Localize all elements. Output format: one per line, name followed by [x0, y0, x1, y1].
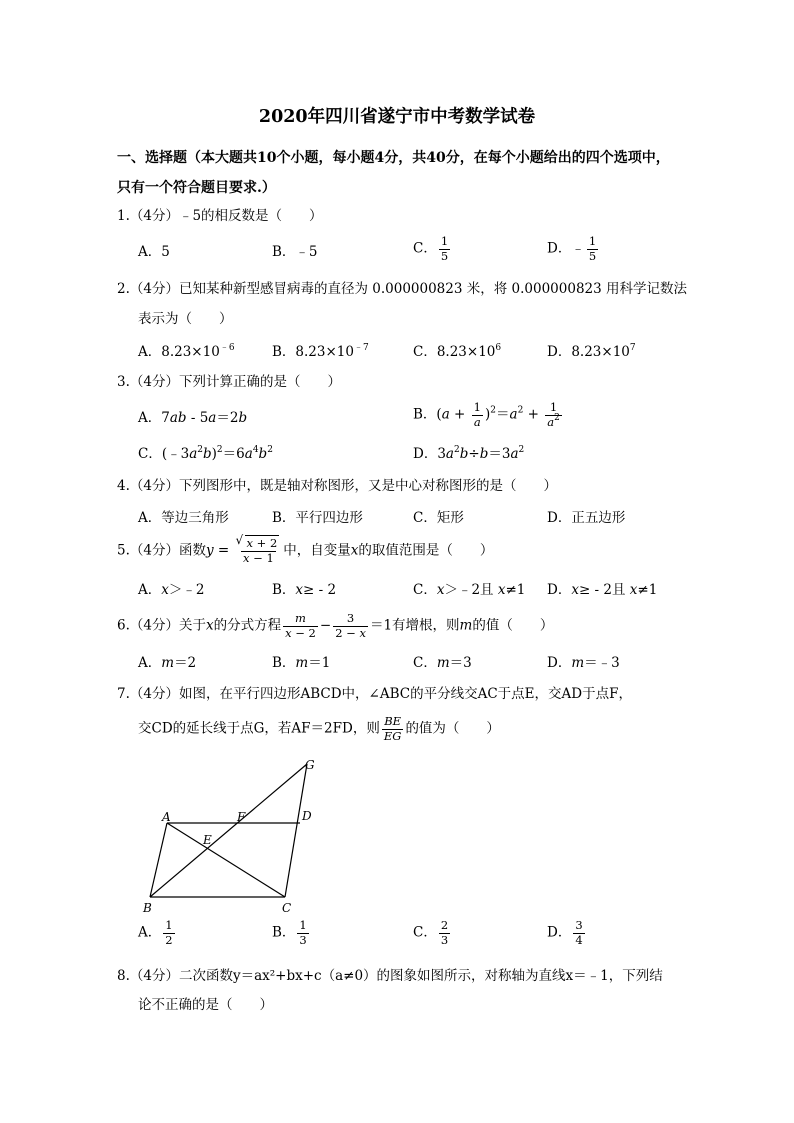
q1-option-d-fraction: $\frac{1}{5}$: [588, 234, 597, 263]
q1-option-c-fraction: $\frac{1}{5}$: [440, 234, 449, 263]
q7-option-b-fraction: $\frac{1}{3}$: [299, 918, 307, 947]
q1-option-c[interactable]: [413, 236, 452, 262]
q3-option-c[interactable]: C．$(﹣3a^2b)^2=6a^4b^2$: [138, 445, 273, 462]
question-7-stem: 7.（4分）如图，在平行四边形ABCD中，∠ABC的平分线交AC于点E，交AD于点F，: [117, 686, 632, 702]
q2-option-a[interactable]: A．$8.23\times 10^{﹣6}$: [138, 343, 235, 360]
question-8-stem-cont: 论不正确的是（ ）: [138, 997, 273, 1013]
parallelogram-figure: [135, 752, 335, 917]
question-2-stem: 2.（4分）已知某种新型感冒病毒的直径为 0.000000823 米，将 0.000000823 用科学记数法: [117, 281, 687, 297]
segment-ac: [167, 823, 285, 897]
page-title: 2020年四川省遂宁市中考数学试卷: [258, 107, 536, 127]
question-4-stem: 4.（4分）下列图形中，既是轴对称图形，又是中心对称图形的是（ ）: [117, 478, 557, 494]
q6-option-d[interactable]: D．m＝﹣3: [547, 655, 620, 671]
q2-option-b[interactable]: B．$8.23\times 10^{﹣7}$: [272, 343, 369, 360]
question-6-stem: 6.（4分）关于x的分式方程 $\frac{m}{x - 2}$ − $\frac{3}{2 - x}$ ＝1有增根，则m的值（ ）: [117, 611, 554, 640]
q5-option-a[interactable]: A．x＞﹣2: [138, 582, 205, 598]
q7-option-c-fraction: $\frac{2}{3}$: [440, 918, 449, 947]
question-7-stem-cont: 交CD的延长线于点G，若AF＝2FD，则 $\frac{BE}{EG}$ 的值为（ ）: [138, 714, 500, 743]
label-c: C: [282, 901, 292, 915]
q3-option-b[interactable]: B．(a + $\frac{1}{a}$ )$^2=a^2$ + $\frac{1}{a^2}$: [413, 400, 560, 429]
q5-function-fraction: √ $\frac{x + 2}{x - 1}$: [236, 538, 282, 564]
label-f: F: [237, 810, 246, 824]
q6-option-b[interactable]: B．m＝1: [272, 655, 331, 671]
q4-option-a[interactable]: A．等边三角形: [138, 510, 229, 526]
question-1-stem: 1.（4分）﹣5的相反数是（ ）: [117, 208, 323, 224]
q4-option-c[interactable]: C．矩形: [413, 510, 464, 526]
q7-option-a-fraction: $\frac{1}{2}$: [165, 918, 173, 947]
q1-option-a[interactable]: A．5: [138, 244, 170, 260]
segment-ab: [150, 823, 167, 897]
q3-option-a[interactable]: A．7ab - 5a＝2b: [138, 410, 248, 426]
question-5-stem: 5.（4分）函数y = √ $\frac{x + 2}{x - 1}$ 中，自变量x的取值范围是（ ）: [117, 538, 493, 564]
q1-option-b[interactable]: B．﹣5: [272, 244, 318, 260]
section-header: 一、选择题（本大题共10个小题，每小题4分，共40分，在每个小题给出的四个选项中，: [117, 150, 670, 166]
q5-option-b[interactable]: B．x≥ - 2: [272, 582, 337, 598]
q4-option-b[interactable]: B．平行四边形: [272, 510, 363, 526]
label-g: G: [305, 758, 315, 772]
q5-option-c[interactable]: C．x＞﹣2且 x≠1: [413, 582, 526, 598]
q1-option-d-label: D．﹣: [547, 240, 585, 257]
q2-option-c[interactable]: C．$8.23\times 10^6$: [413, 343, 502, 360]
q1-option-d[interactable]: [547, 236, 600, 262]
q2-option-d[interactable]: D．$8.23\times 10^7$: [547, 343, 636, 360]
segment-bg: [150, 764, 307, 897]
label-a: A: [162, 810, 171, 824]
question-2-stem-cont: 表示为（ ）: [138, 311, 233, 327]
question-3-stem: 3.（4分）下列计算正确的是（ ）: [117, 374, 341, 390]
question-8-stem: 8.（4分）二次函数y＝ax²+bx+c（a≠0）的图象如图所示，对称轴为直线x＝﹣1，下列结: [117, 968, 663, 984]
q1-option-c-label: C．: [413, 240, 437, 257]
q7-option-a[interactable]: A． $\frac{1}{2}$: [138, 918, 173, 947]
label-b: B: [143, 901, 152, 915]
label-d: D: [302, 809, 312, 823]
q4-option-d[interactable]: D．正五边形: [547, 510, 626, 526]
q6-option-c[interactable]: C．m＝3: [413, 655, 472, 671]
q3-option-d[interactable]: D．$3a^2b\div b=3a^2$: [413, 445, 525, 462]
q7-option-b[interactable]: B． $\frac{1}{3}$: [272, 918, 307, 947]
label-e: E: [203, 833, 212, 847]
q6-option-a[interactable]: A．m＝2: [138, 655, 197, 671]
q7-option-c[interactable]: C． $\frac{2}{3}$: [413, 918, 449, 947]
segment-cg: [285, 764, 307, 897]
q7-option-d[interactable]: D． $\frac{3}{4}$: [547, 918, 583, 947]
section-header-cont: 只有一个符合题目要求.）: [117, 180, 276, 196]
q7-option-d-fraction: $\frac{3}{4}$: [575, 918, 583, 947]
q5-option-d[interactable]: D．x≥ - 2且 x≠1: [547, 582, 658, 598]
